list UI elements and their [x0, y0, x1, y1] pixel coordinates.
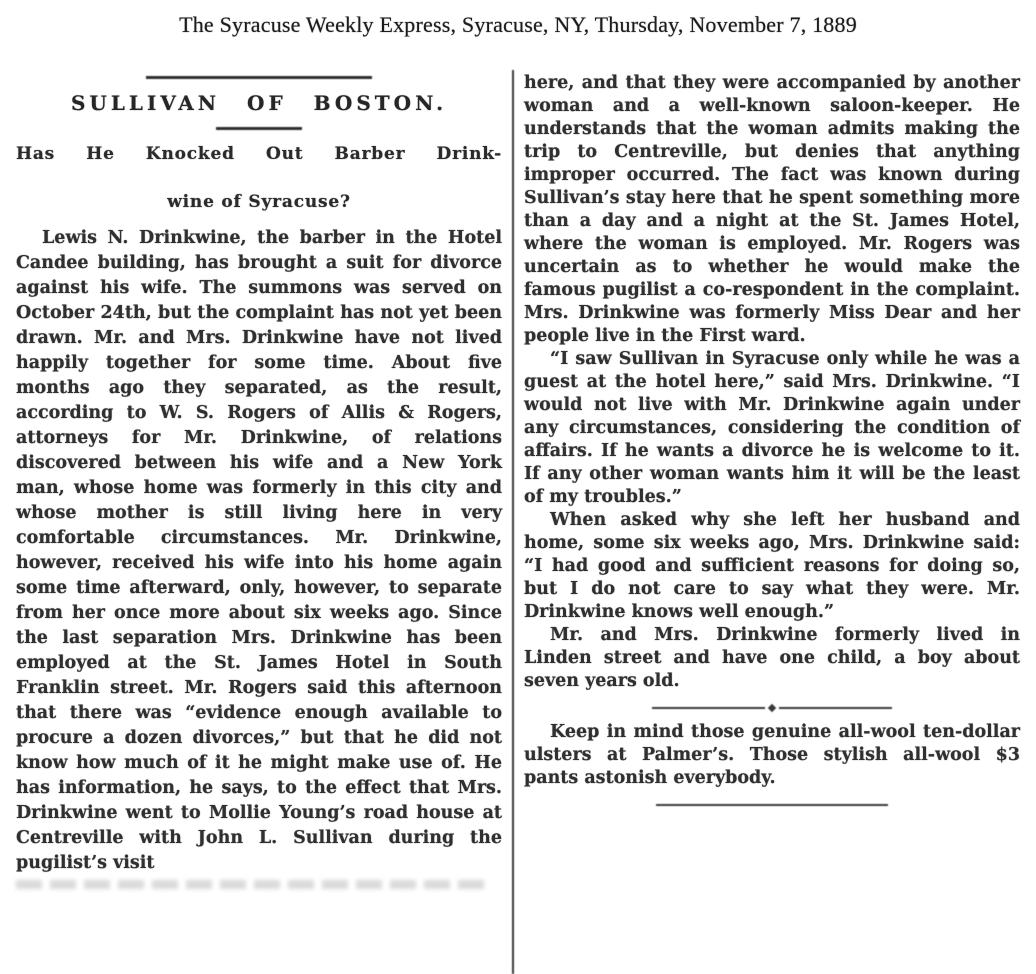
column-divider-rule: [512, 70, 514, 974]
cutoff-next-line-ghost: [16, 880, 486, 889]
quote-paragraph-mrs-drinkwine-2: When asked why she left her husband and home, some six weeks ago, Mrs. Drinkwine said: “I had good and sufficient reasons for doing so, but I do not care to say what they were. Mr. Drinkwine knows well enough.”: [524, 510, 1020, 622]
article-headline: SULLIVAN OF BOSTON.: [70, 91, 448, 115]
article-body-continuation: here, and that they were accompanied by another woman and a well-known saloon-keeper. He understands that the woman admits making the trip to Centreville, but denies that anything improper occurred. The fact was known during Sullivan’s stay here that he spent something more than a day and a night at the St. James Hotel, where the woman is employed. Mr. Rogers was uncertain as to whether he would make the famous pugilist a co-respondent in the complaint. Mrs. Drinkwine was formerly Miss Dear and her people live in the First ward.: [524, 73, 1020, 346]
article-columns: [16, 66, 1020, 974]
family-details-paragraph: Mr. and Mrs. Drinkwine formerly lived in Linden street and have one child, a boy about seven years old.: [524, 625, 1020, 691]
masthead-citation: The Syracuse Weekly Express, Syracuse, NY, Thursday, November 7, 1889: [179, 12, 857, 37]
bottom-divider: [656, 804, 888, 806]
article-subhead-line-2: wine of Syracuse?: [167, 192, 351, 212]
headline-rule-bottom: [216, 127, 302, 130]
article-subhead-line-1: Has He Knocked Out Barber Drink-: [16, 144, 502, 164]
article-column-left: [16, 66, 502, 974]
bottom-divider-line: [656, 804, 888, 806]
palmers-notice-paragraph: Keep in mind those genuine all-wool ten-dollar ulsters at Palmer’s. Those stylish all-wool $3 pants astonish everybody.: [524, 722, 1020, 788]
headline-rule-top: [146, 76, 372, 79]
section-divider-line-right: [779, 707, 892, 709]
section-divider-line-left: [652, 707, 765, 709]
quote-paragraph-mrs-drinkwine-1: “I saw Sullivan in Syracuse only while he was a guest at the hotel here,” said Mrs. Drinkwine. “I would not live with Mr. Drinkwine again under any circumstances, considering the condition of affairs. If he wants a divorce he is welcome to it. If any other woman wants him it will be the least of my troubles.”: [524, 349, 1020, 507]
article-column-right: [524, 66, 1020, 974]
article-body-left-column: Lewis N. Drinkwine, the barber in the Hotel Candee building, has brought a suit for divorce against his wife. The summons was served on October 24th, but the complaint has not yet been drawn. Mr. and Mrs. Drinkwine have not lived happily together for some time. About five months ago they separated, as the result, according to W. S. Rogers of Allis & Rogers, attorneys for Mr. Drinkwine, of relations discovered between his wife and a New York man, whose home was formerly in this city and whose mother is still living here in very comfortable circumstances. Mr. Drinkwine, however, received his wife into his home again some time afterward, only, however, to separate from her once more about six weeks ago. Since the last separation Mrs. Drinkwine has been employed at the St. James Hotel in South Franklin street. Mr. Rogers said this afternoon that there was “evidence enough available to procure a dozen divorces,” but that he did not know how much of it he might make use of. He has information, he says, to the effect that Mrs. Drinkwine went to Mollie Young’s road house at Centreville with John L. Sullivan during the pugilist’s visit: [16, 228, 502, 873]
divider-diamond-ornament: [768, 704, 776, 712]
section-divider: [652, 705, 892, 711]
